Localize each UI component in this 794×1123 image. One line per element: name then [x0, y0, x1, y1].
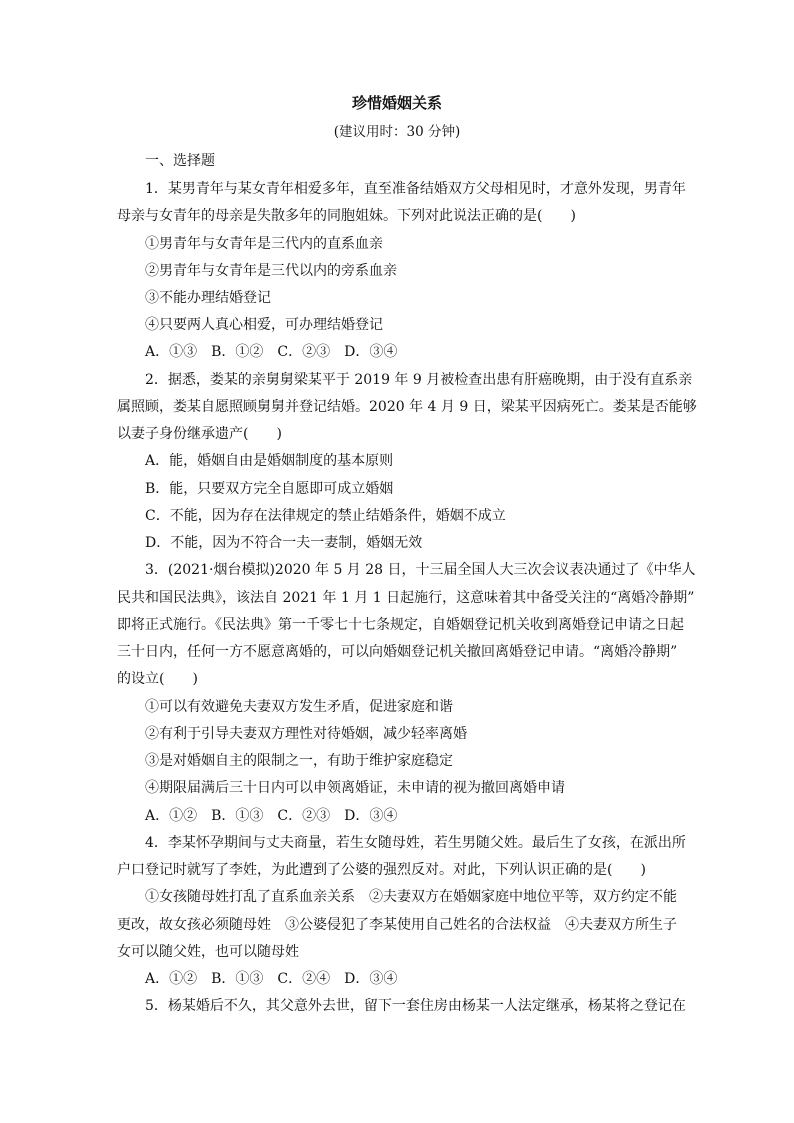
question-2-option: B．能，只要双方完全自愿即可成立婚姻	[145, 481, 394, 497]
question-4-line: 4．李某怀孕期间与丈夫商量，若生女随母姓，若生男随父姓。最后生了女孩，在派出所	[145, 835, 686, 851]
question-4-statements: 女可以随父姓，也可以随母姓	[117, 944, 299, 960]
question-2-line: 以妻子身份继承遗产( )	[117, 426, 282, 442]
question-3-line: 3．(2021·烟台模拟)2020 年 5 月 28 日，十三届全国人大三次会议表决通过了《中华人	[145, 562, 696, 578]
question-3-statement: ②有利于引导夫妻双方理性对待婚姻，减少轻率离婚	[145, 726, 467, 742]
section-heading: 一、选择题	[145, 153, 215, 169]
question-2-line: 2．据悉，娄某的亲舅舅梁某平于 2019 年 9 月被检查出患有肝癌晚期，由于没有直系亲	[145, 372, 693, 388]
question-3-line: 民共和国民法典》，该法自 2021 年 1 月 1 日起施行，这意味着其中备受关注的“离婚冷静期”	[117, 590, 695, 606]
question-2-option: D．不能，因为不符合一夫一妻制，婚姻无效	[145, 535, 423, 551]
question-4-options: A．①② B．①③ C．②④ D．③④	[145, 971, 398, 987]
question-4-statements: ①女孩随母姓打乱了直系血亲关系 ②夫妻双方在婚姻家庭中地位平等，双方约定不能	[145, 889, 677, 905]
question-2-line: 属照顾，娄某自愿照顾舅舅并登记结婚。2020 年 4 月 9 日，梁某平因病死亡。娄某是否能够	[117, 399, 697, 415]
question-3-options: A．①② B．①③ C．②③ D．③④	[145, 808, 398, 824]
time-suggestion: (建议用时：30 分钟)	[333, 124, 461, 140]
question-3-line: 即将正式施行。《民法典》第一千零七十七条规定，自婚姻登记机关收到离婚登记申请之日起	[117, 617, 684, 633]
question-2-option: C．不能，因为存在法律规定的禁止结婚条件，婚姻不成立	[145, 508, 506, 524]
question-1-options: A．①③ B．①② C．②③ D．③④	[145, 344, 398, 360]
page-title: 珍惜婚姻关系	[351, 94, 442, 112]
question-4-line: 户口登记时就写了李姓，为此遭到了公婆的强烈反对。对此，下列认识正确的是( )	[117, 862, 646, 878]
question-3-statement: ①可以有效避免夫妻双方发生矛盾，促进家庭和谐	[145, 699, 453, 715]
question-1-statement: ④只要两人真心相爱，可办理结婚登记	[145, 317, 383, 333]
question-1-statement: ②男青年与女青年是三代以内的旁系血亲	[145, 263, 397, 279]
question-3-line: 的设立( )	[117, 671, 198, 687]
question-3-statement: ④期限届满后三十日内可以申领离婚证，未申请的视为撤回离婚申请	[145, 780, 565, 796]
question-3-statement: ③是对婚姻自主的限制之一，有助于维护家庭稳定	[145, 753, 453, 769]
question-3-line: 三十日内，任何一方不愿意离婚的，可以向婚姻登记机关撤回离婚登记申请。“离婚冷静期”	[117, 644, 678, 660]
question-1-statement: ①男青年与女青年是三代内的直系血亲	[145, 236, 383, 252]
question-1-line: 1．某男青年与某女青年相爱多年，直至准备结婚双方父母相见时，才意外发现，男青年	[145, 181, 686, 197]
question-5-line: 5．杨某婚后不久，其父意外去世，留下一套住房由杨某一人法定继承，杨某将之登记在	[145, 998, 686, 1014]
question-1-line: 母亲与女青年的母亲是失散多年的同胞姐妹。下列对此说法正确的是( )	[117, 208, 576, 224]
question-2-option: A．能，婚姻自由是婚姻制度的基本原则	[145, 453, 394, 469]
question-4-statements: 更改，故女孩必须随母姓 ③公婆侵犯了李某使用自己姓名的合法权益 ④夫妻双方所生子	[117, 917, 677, 933]
question-1-statement: ③不能办理结婚登记	[145, 290, 271, 306]
